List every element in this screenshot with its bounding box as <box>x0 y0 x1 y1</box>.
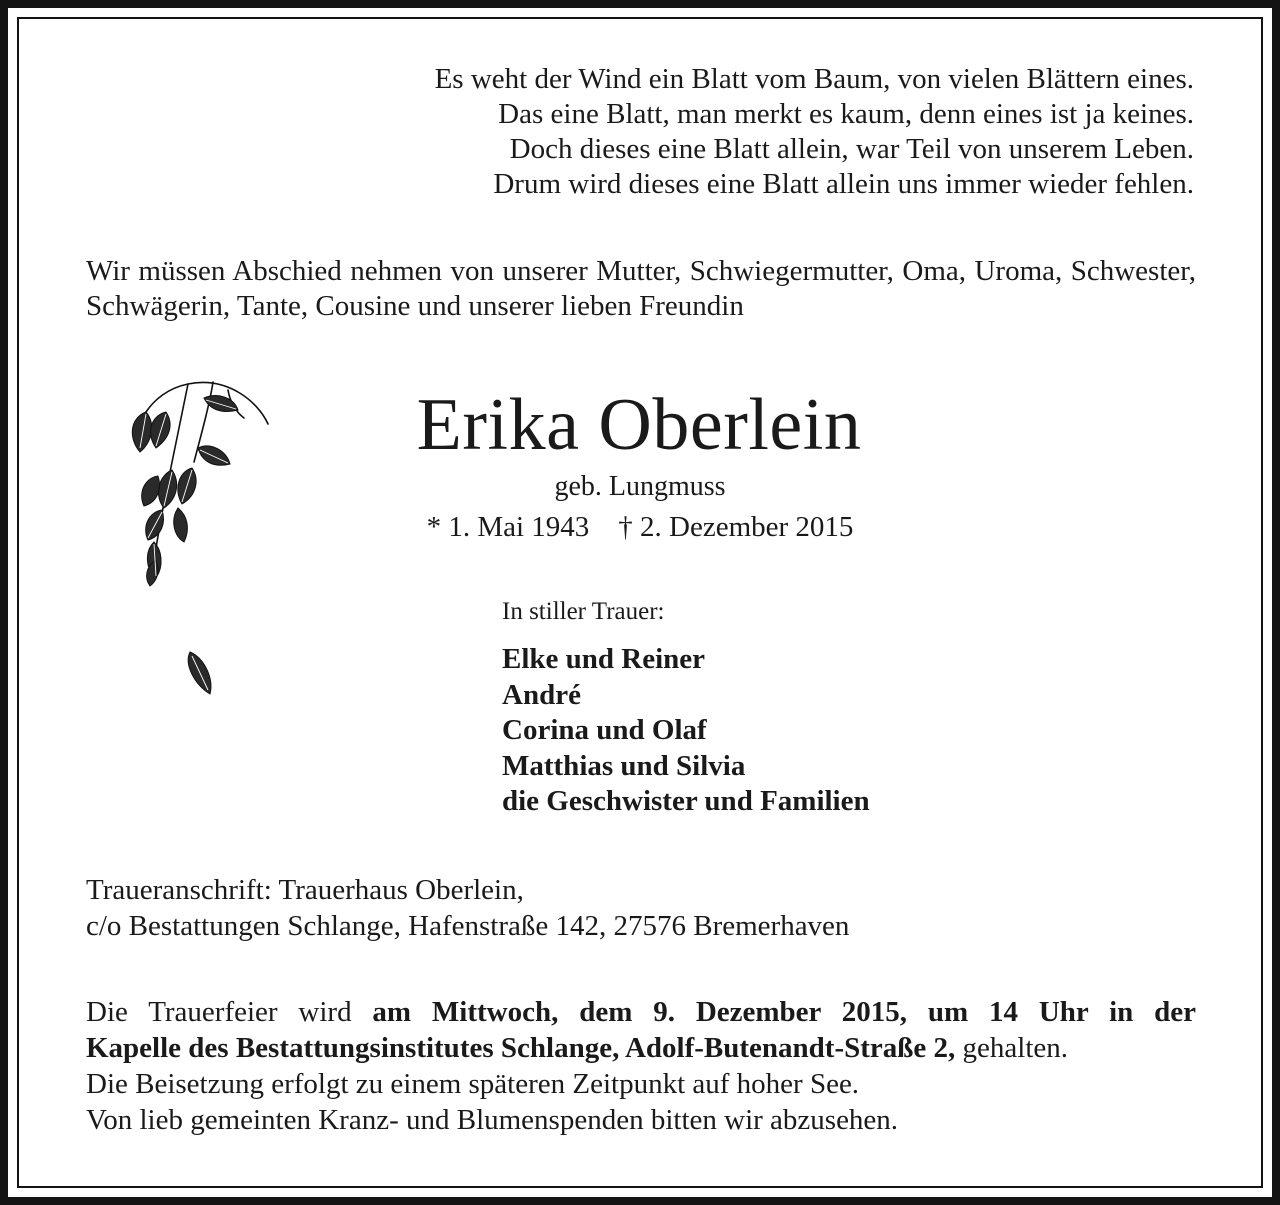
ceremony-bold-text: am Mittwoch, dem 9. Dezember 2015, um 14 Uhr in der <box>372 996 1196 1028</box>
intro-text: Wir müssen Abschied nehmen von unserer Mutter, Schwiegermutter, Oma, Uroma, Schwester, Schwägerin, Tante, Cousine und unserer lieben Freundin <box>86 255 1196 322</box>
poem <box>194 62 1194 202</box>
poem-line: Es weht der Wind ein Blatt vom Baum, von vielen Blättern eines. <box>434 63 1194 95</box>
mourner-name: Elke und Reiner <box>502 643 706 675</box>
deceased-name <box>0 380 1280 470</box>
maiden-name: geb. Lungmuss <box>554 471 726 502</box>
ceremony-bold-text: Kapelle des Bestattungsinstitutes Schlange, Adolf-Butenandt-Straße 2, <box>86 1032 956 1064</box>
mourner-name: Matthias und Silvia <box>502 749 746 782</box>
address-line: c/o Bestattungen Schlange, Hafenstraße 142, 27576 Bremerhaven <box>86 910 850 942</box>
poem-line: Doch dieses eine Blatt allein, war Teil von unserem Leben. <box>509 133 1194 165</box>
ceremony-text: gehalten. <box>955 1032 1068 1064</box>
ceremony-line-2 <box>86 1030 1196 1066</box>
mourning-label: In stiller Trauer: <box>502 598 665 625</box>
poem-line: Das eine Blatt, man merkt es kaum, denn eines ist ja keines. <box>498 98 1194 130</box>
ceremony-line-1 <box>86 994 1196 1030</box>
mourner-name: die Geschwister und Familien <box>502 785 870 817</box>
address-line: Traueranschrift: Trauerhaus Oberlein, <box>86 874 524 906</box>
ceremony-text: Die Trauerfeier wird <box>86 996 373 1028</box>
mourner-name: André <box>502 678 581 711</box>
ceremony-info <box>86 994 1196 1138</box>
burial-line: Die Beisetzung erfolgt zu einem späteren Zeitpunkt auf hoher See. <box>86 1068 860 1100</box>
deceased-name-text: Erika Oberlein <box>416 384 862 466</box>
mourner-name: Corina und Olaf <box>502 714 707 746</box>
mourning-address <box>86 872 849 944</box>
donation-line: Von lieb gemeinten Kranz- und Blumenspenden bitten wir abzusehen. <box>86 1104 899 1136</box>
poem-line: Drum wird dieses eine Blatt allein uns immer wieder fehlen. <box>493 168 1194 200</box>
life-dates: * 1. Mai 1943 † 2. Dezember 2015 <box>426 511 854 543</box>
mourners-list <box>502 642 870 820</box>
